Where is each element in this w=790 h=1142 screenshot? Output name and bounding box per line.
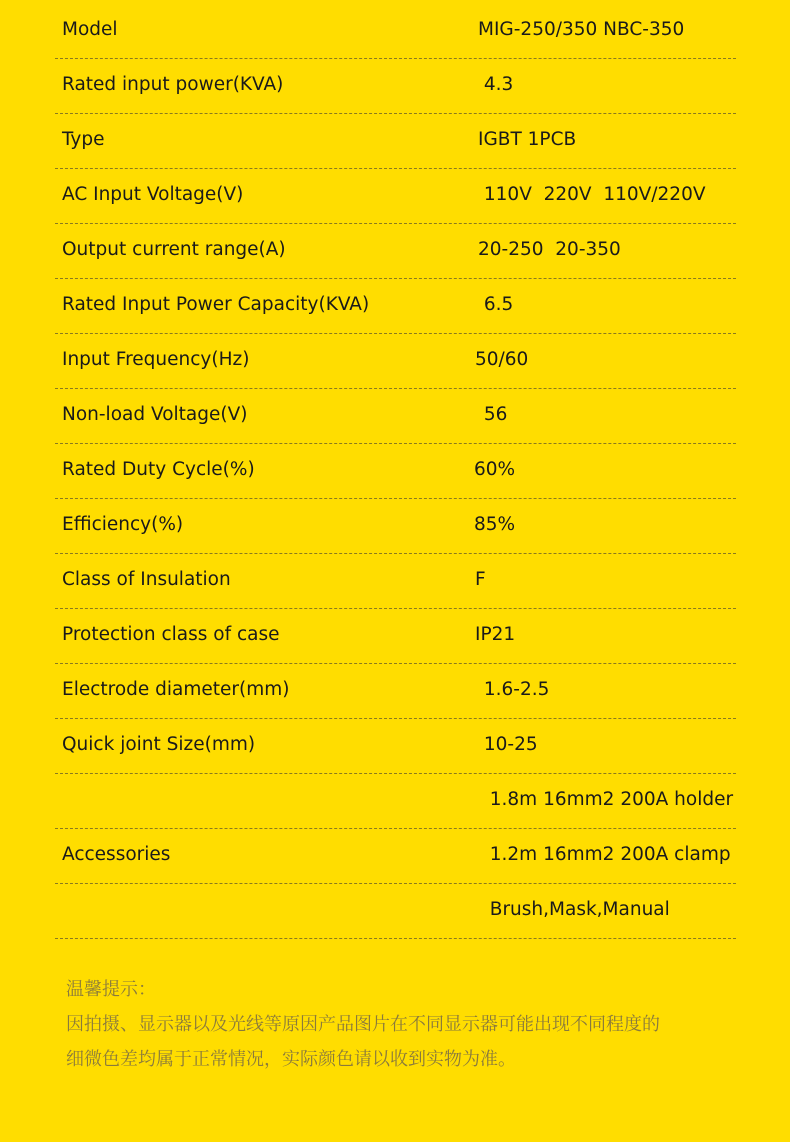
spec-value: IGBT 1PCB <box>478 129 577 150</box>
spec-row-ac-input-voltage <box>55 169 736 224</box>
spec-row-output-current-range <box>55 224 736 279</box>
spec-label: Rated input power(KVA) <box>62 74 284 95</box>
spec-row-rated-input-power-capacity <box>55 279 736 334</box>
spec-row-input-frequency <box>55 334 736 389</box>
spec-label: Class of Insulation <box>62 569 231 590</box>
spec-row-quick-joint-size <box>55 719 736 774</box>
spec-row-rated-duty-cycle <box>55 444 736 499</box>
spec-label: Rated Duty Cycle(%) <box>62 459 255 480</box>
spec-row-accessories-clamp <box>55 829 736 884</box>
spec-label: AC Input Voltage(V) <box>62 184 244 205</box>
spec-row-efficiency <box>55 499 736 554</box>
spec-value: 1.8m 16mm2 200A holder <box>478 789 734 810</box>
spec-label: Quick joint Size(mm) <box>62 734 256 755</box>
spec-label: Non-load Voltage(V) <box>62 404 248 425</box>
spec-label: Efficiency(%) <box>62 514 184 535</box>
spec-label: Rated Input Power Capacity(KVA) <box>62 294 370 315</box>
spec-label: Input Frequency(Hz) <box>62 349 250 370</box>
spec-value: 60% <box>474 459 516 480</box>
spec-label: Model <box>62 19 118 40</box>
spec-row-non-load-voltage <box>55 389 736 444</box>
spec-row-rated-input-power <box>55 59 736 114</box>
spec-value: 20-250 20-350 <box>478 239 621 260</box>
spec-row-class-of-insulation <box>55 554 736 609</box>
spec-label: Protection class of case <box>62 624 280 645</box>
spec-label: Accessories <box>62 844 171 865</box>
spec-value: 1.2m 16mm2 200A clamp <box>478 844 731 865</box>
spec-value: 6.5 <box>478 294 514 315</box>
spec-row-electrode-diameter <box>55 664 736 719</box>
spec-value: 4.3 <box>478 74 514 95</box>
spec-value: 56 <box>478 404 508 425</box>
spec-row-type <box>55 114 736 169</box>
spec-row-accessories-extras <box>55 884 736 939</box>
spec-row-accessories-holder <box>55 774 736 829</box>
spec-row-protection-class <box>55 609 736 664</box>
spec-value: MIG-250/350 NBC-350 <box>478 19 685 40</box>
spec-value: F <box>475 569 486 590</box>
spec-table <box>55 4 736 939</box>
spec-value: 1.6-2.5 <box>478 679 550 700</box>
spec-label: Type <box>62 129 105 150</box>
spec-value: 10-25 <box>478 734 538 755</box>
notice-title: 温馨提示： <box>66 979 156 1000</box>
notice <box>66 972 756 1077</box>
spec-value: IP21 <box>475 624 516 645</box>
spec-value: 110V 220V 110V/220V <box>478 184 706 205</box>
spec-label: Output current range(A) <box>62 239 286 260</box>
spec-row-model <box>55 4 736 59</box>
spec-value: Brush,Mask,Manual <box>478 899 670 920</box>
spec-label: Electrode diameter(mm) <box>62 679 290 700</box>
notice-line: 因拍摄、显示器以及光线等原因产品图片在不同显示器可能出现不同程度的 <box>66 1014 660 1035</box>
spec-value: 50/60 <box>475 349 529 370</box>
spec-value: 85% <box>474 514 516 535</box>
notice-line: 细微色差均属于正常情况，实际颜色请以收到实物为准。 <box>66 1049 516 1070</box>
